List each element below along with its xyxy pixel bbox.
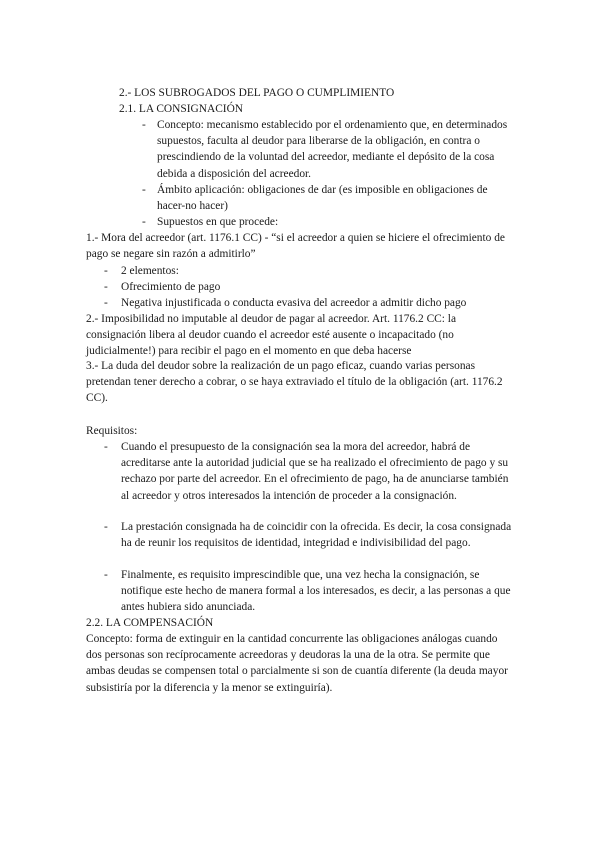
requisito-item: La prestación consignada ha de coincidir con la ofrecida. Es decir, la cosa consignada ha de reunir los requisitos de identidad, integridad e indivisibilidad del pago. bbox=[121, 521, 512, 550]
mora-item: Ofrecimiento de pago bbox=[121, 281, 221, 293]
requisitos-label: Requisitos: bbox=[86, 425, 138, 437]
supuestos-item: Supuestos en que procede: bbox=[157, 216, 279, 228]
concepto-item: Concepto: mecanismo establecido por el ordenamiento que, en determinados supuestos, faculta al deudor para liberarse de la obligación, en contra o prescindiendo de la voluntad del acreedor, mediante el depósito de la cosa debida a disposición del acreedor. bbox=[157, 119, 508, 180]
supuesto-1-paragraph: 1.- Mora del acreedor (art. 1176.1 CC) - “si el acreedor a quien se hiciere el ofrecimiento de pago se negare sin razón a admitirlo” bbox=[86, 232, 505, 261]
bullet-dash: - bbox=[142, 216, 146, 228]
ambito-item: Ámbito aplicación: obligaciones de dar (es imposible en obligaciones de hacer-no hacer) bbox=[157, 184, 488, 213]
bullet-dash: - bbox=[104, 569, 108, 581]
compensacion-heading: 2.2. LA COMPENSACIÓN bbox=[86, 617, 214, 629]
bullet-dash: - bbox=[104, 521, 108, 533]
section-heading: 2.- LOS SUBROGADOS DEL PAGO O CUMPLIMIENTO bbox=[119, 87, 395, 99]
bullet-dash: - bbox=[104, 297, 108, 309]
requisito-item: Finalmente, es requisito imprescindible que, una vez hecha la consignación, se notifique este hecho de manera formal a los interesados, es decir, a las personas a que antes hubiera sido anunciada. bbox=[121, 569, 511, 614]
consignacion-heading: 2.1. LA CONSIGNACIÓN bbox=[119, 103, 244, 115]
supuesto-2-paragraph: 2.- Imposibilidad no imputable al deudor de pagar al acreedor. Art. 1176.2 CC: la consignación libera al deudor cuando el acreedor esté ausente o incapacitado (no judicialmente!) para recibir el pago en el momento en que deba hacerse bbox=[86, 313, 456, 358]
bullet-dash: - bbox=[104, 281, 108, 293]
bullet-dash: - bbox=[104, 265, 108, 277]
compensacion-concepto: Concepto: forma de extinguir en la cantidad concurrente las obligaciones análogas cuando dos personas son recíprocamente acreedoras y deudoras la una de la otra. Se permite que ambas deudas se compensen total o parcialmente si son de cuantía diferente (la deuda mayor subsistiría por la diferencia y la menor se extinguiría). bbox=[86, 633, 508, 694]
requisito-item: Cuando el presupuesto de la consignación sea la mora del acreedor, habrá de acreditarse ante la autoridad judicial que se ha realizado el ofrecimiento de pago y su rechazo por parte del acreedor. En el ofrecimiento de pago, ha de anunciarse también al acreedor y otros interesados la intención de proceder a la consignación. bbox=[121, 441, 509, 502]
bullet-dash: - bbox=[104, 441, 108, 453]
mora-item: 2 elementos: bbox=[121, 265, 179, 277]
supuesto-3-paragraph: 3.- La duda del deudor sobre la realización de un pago eficaz, cuando varias personas pretendan tener derecho a cobrar, o se haya extraviado el título de la obligación (art. 1176.2 CC). bbox=[86, 360, 503, 405]
mora-item: Negativa injustificada o conducta evasiva del acreedor a admitir dicho pago bbox=[121, 297, 467, 309]
bullet-dash: - bbox=[142, 184, 146, 196]
bullet-dash: - bbox=[142, 119, 146, 131]
